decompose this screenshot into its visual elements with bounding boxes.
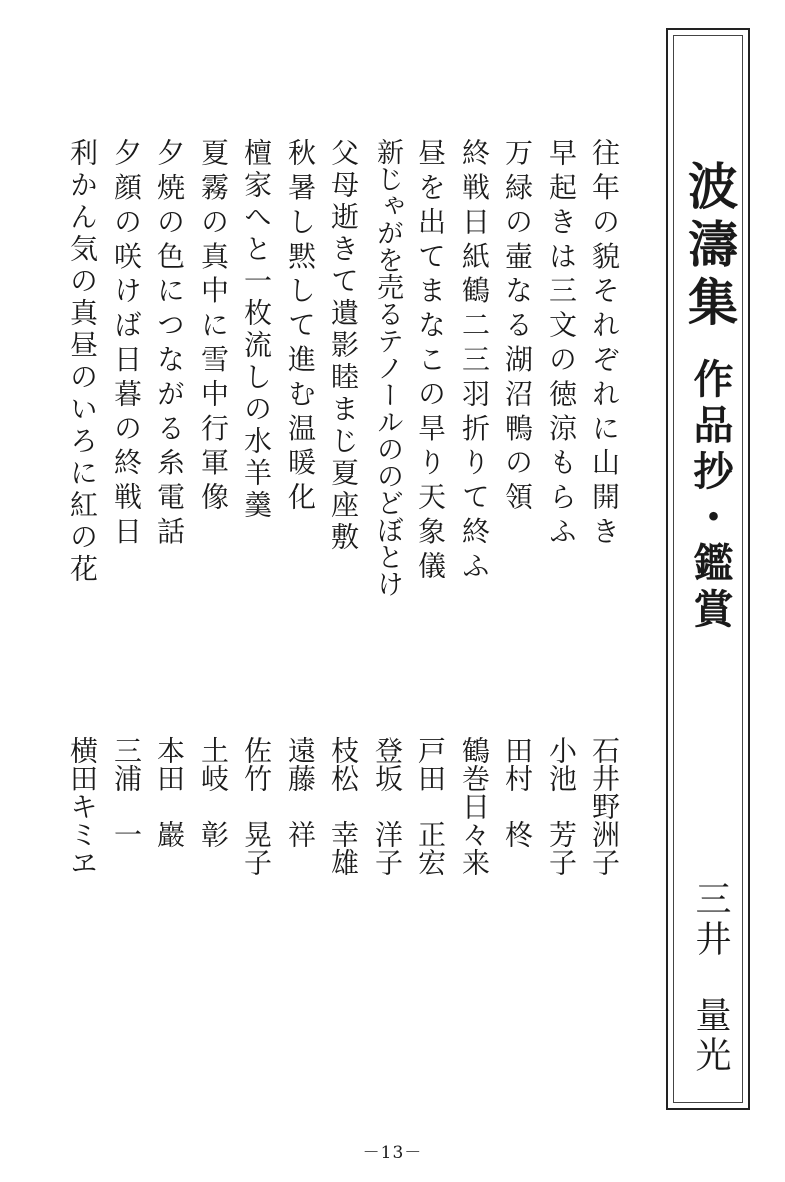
poet-name: 枝松 幸雄 <box>327 736 360 876</box>
poet-name: 戸田 正宏 <box>414 736 447 876</box>
haiku-text: 夕顔の咲けば日暮の終戦日 <box>110 138 143 551</box>
haiku-text: 万緑の壷なる湖沼鴨の領 <box>501 138 534 517</box>
page-number: －13－ <box>362 1143 423 1163</box>
column-author <box>688 880 732 1076</box>
haiku-text: 新じゃがを売るテノールののどぼとけ <box>372 138 403 597</box>
poet-name: 土岐 彰 <box>197 736 230 848</box>
haiku-text: 秋暑し黙して進む温暖化 <box>284 138 317 517</box>
poet-name: 登坂 洋子 <box>371 736 404 876</box>
column-title: 波濤集 <box>680 160 739 334</box>
author-family-name: 三井 <box>690 880 731 960</box>
haiku-text: 夏霧の真中に雪中行軍像 <box>197 138 230 517</box>
column-subtitle: 作品抄・鑑賞 <box>687 358 734 634</box>
poet-name: 小池 芳子 <box>545 736 578 876</box>
poet-name: 本田 巖 <box>153 736 186 848</box>
author-given-name: 量光 <box>690 996 731 1076</box>
haiku-text: 往年の貌それぞれに山開き <box>588 138 621 551</box>
poet-name: 石井野洲子 <box>588 736 621 876</box>
haiku-text: 父母逝きて遺影睦まじ夏座敷 <box>327 138 360 554</box>
haiku-text: 利かん気の真昼のいろに紅の花 <box>66 138 99 586</box>
poet-name: 三浦 一 <box>110 736 143 848</box>
haiku-text: 檀家へと一枚流しの水羊羹 <box>240 138 273 522</box>
haiku-text: 昼を出てまなこの旱り天象儀 <box>414 138 447 586</box>
haiku-text: 夕焼の色につながる糸電話 <box>153 138 186 551</box>
poet-name: 田村 柊 <box>501 736 534 848</box>
poet-name: 佐竹 晃子 <box>240 736 273 876</box>
poet-name: 遠藤 祥 <box>284 736 317 848</box>
poet-name: 横田キミヱ <box>66 736 99 876</box>
haiku-text: 早起きは三文の徳涼もらふ <box>545 138 578 551</box>
poet-name: 鶴巻日々来 <box>458 736 491 876</box>
haiku-text: 終戦日紙鶴二三羽折りて終ふ <box>458 138 491 586</box>
